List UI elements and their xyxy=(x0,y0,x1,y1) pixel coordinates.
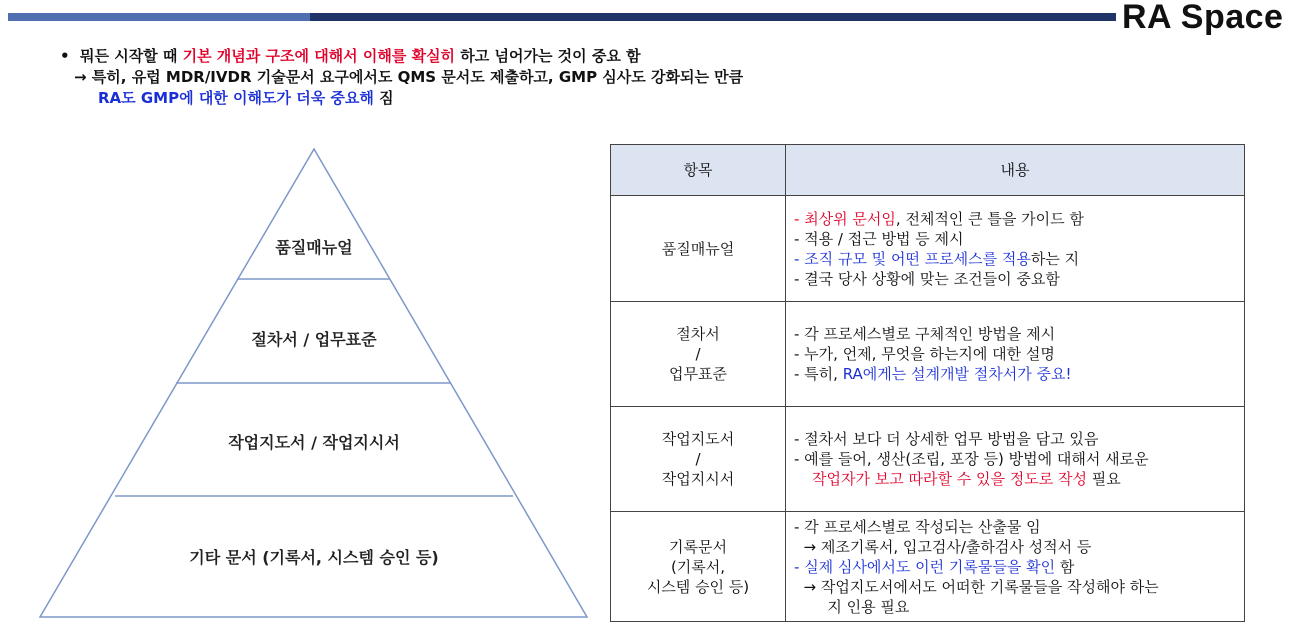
content-line: - 각 프로세스별로 구체적인 방법을 제시 xyxy=(794,325,1056,343)
table-row xyxy=(611,512,1245,622)
content-line: - 조직 규모 및 어떤 프로세스를 적용하는 지 xyxy=(794,249,1080,268)
content-line: - 각 프로세스별로 작성되는 산출물 임 xyxy=(794,517,1041,536)
content-line: 작업자가 보고 따라할 수 있을 정도로 작성 필요 xyxy=(812,470,1121,488)
intro-line-3: RA도 GMP에 대한 이해도가 더욱 중요해 짐 xyxy=(98,89,394,107)
header-item: 항목 xyxy=(611,145,786,196)
row-content xyxy=(786,302,1245,407)
bullet-icon: • xyxy=(60,47,70,65)
content-line: - 특히, RA에게는 설계개발 절차서가 중요! xyxy=(794,365,1072,383)
row-content xyxy=(786,196,1245,302)
table-row xyxy=(611,196,1245,302)
row-item: 기록문서 (기록서, 시스템 승인 등) xyxy=(611,512,786,622)
content-line: - 절차서 보다 더 상세한 업무 방법을 담고 있음 xyxy=(794,430,1099,448)
content-line: - 실제 심사에서도 이런 기록물들을 확인 함 xyxy=(794,557,1075,576)
row-content xyxy=(786,512,1245,622)
intro-line-2: → 특히, 유럽 MDR/IVDR 기술문서 요구에서도 QMS 문서도 제출하고, GMP 심사도 강화되는 만큼 xyxy=(74,68,744,86)
pyramid-level-2: 절차서 / 업무표준 xyxy=(251,330,377,349)
content-line: - 최상위 문서임, 전체적인 큰 틀을 가이드 함 xyxy=(794,209,1084,228)
row-item: 절차서 / 업무표준 xyxy=(611,302,786,407)
content-line: - 적용 / 접근 방법 등 제시 xyxy=(794,229,964,248)
table-header-row xyxy=(611,145,1245,196)
content-line: 지 인용 필요 xyxy=(794,597,910,616)
table-row xyxy=(611,407,1245,512)
highlight-blue: RA도 GMP에 대한 이해도가 더욱 중요해 xyxy=(98,89,374,107)
highlight-red: 기본 개념과 구조에 대해서 이해를 확실히 xyxy=(182,47,456,65)
content-line: - 누가, 언제, 무엇을 하는지에 대한 설명 xyxy=(794,345,1055,363)
brand-title: RA Space xyxy=(1122,0,1284,36)
row-content xyxy=(786,407,1245,512)
table-row xyxy=(611,302,1245,407)
document-pyramid xyxy=(0,0,600,639)
document-table xyxy=(610,144,1245,622)
content-line: → 제조기록서, 입고검사/출하검사 성적서 등 xyxy=(794,537,1092,556)
intro-line-1: • 뭐든 시작할 때 기본 개념과 구조에 대해서 이해를 확실히 하고 넘어가는 것이 중요 함 xyxy=(60,47,641,65)
pyramid-level-4: 기타 문서 (기록서, 시스템 승인 등) xyxy=(189,548,439,567)
header-content: 내용 xyxy=(786,145,1245,196)
row-item: 작업지도서 / 작업지시서 xyxy=(611,407,786,512)
pyramid-level-1: 품질매뉴얼 xyxy=(275,238,353,257)
content-line: → 작업지도서에서도 어떠한 기록물들을 작성해야 하는 xyxy=(794,577,1159,596)
row-item: 품질매뉴얼 xyxy=(611,196,786,302)
pyramid-level-3: 작업지도서 / 작업지시서 xyxy=(228,433,400,452)
content-line: - 결국 당사 상황에 맞는 조건들이 중요함 xyxy=(794,269,1060,288)
content-line: - 예를 들어, 생산(조립, 포장 등) 방법에 대해서 새로운 xyxy=(794,450,1149,468)
